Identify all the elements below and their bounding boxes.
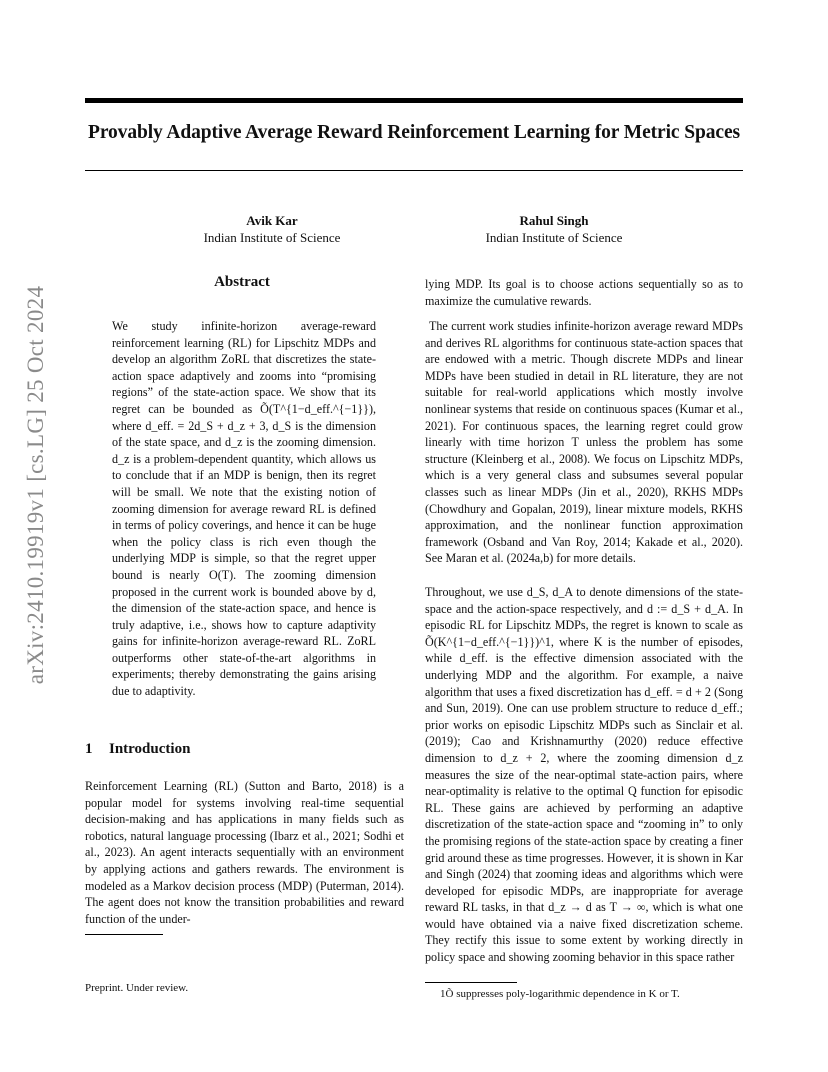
author-affiliation: Indian Institute of Science — [485, 230, 623, 245]
abstract-text: We study infinite-horizon average-reward reinforcement learning (RL) for Lipschitz MDPs and develop an algorithm ZoRL that discretizes the state-action space adaptively and zooms into “promising regions” of the state-action space. We show that its regret can be bounded as Õ(T^{1−d_eff.^{−1}}), where d_eff. = 2d_S + d_z + 3, d_S is the dimension of the state space, and d_z is the zooming dimension. d_z is a problem-dependent quantity, which allows us to conclude that if an MDP is benign, then its regret will be small. We note that the existing notion of zooming dimension for average reward RL is defined in terms of policy coverings, and hence it can be huge when the policy class is rich even though the underlying MDP is simple, so that the regret upper bound is nearly O(T). The zooming dimension proposed in the current work is bounded above by d, the dimension of the state-action space, and hence is truly adaptive, i.e., shows how to capture adaptivity gains for infinite-horizon average-reward RL. ZoRL outperforms other state-of-the-art algorithms in experiments; thereby demonstrating the gains arising due to adaptivity. — [112, 319, 376, 699]
footnote-rule-left — [85, 934, 163, 935]
footnote-rule-right — [425, 982, 517, 983]
author-1 — [172, 212, 372, 246]
paper-title: Provably Adaptive Average Reward Reinforcement Learning for Metric Spaces — [88, 122, 740, 143]
section-title: Introduction — [109, 741, 191, 757]
author-2 — [454, 212, 654, 246]
right-paragraph-2: The current work studies infinite-horizon average reward MDPs and derives RL algorithms for continuous state-action spaces that are endowed with a metric. Though discrete MDPs and linear MDPs have been studied in detail in RL literature, they are not suitable for real-world applications which mostly involve nonlinear systems that reside on continuous spaces (Kumar et al., 2021). For continuous spaces, the learning regret could grow linearly with time horizon T unless the problem has some structure (Kleinberg et al., 2008). We focus on Lipschitz MDPs, which is a very general class and subsumes several popular classes such as linear MDPs (Jin et al., 2020), RKHS MDPs (Chowdhury and Gopalan, 2019), linear mixture models, RKHS approximation, and the nonlinear function approximation framework (Osband and Van Roy, 2014; Kakade et al., 2020). See Maran et al. (2024a,b) for more details. — [425, 319, 743, 566]
right-paragraph-3: Throughout, we use d_S, d_A to denote dimensions of the state-space and the action-space respectively, and d := d_S + d_A. In episodic RL for Lipschitz MDPs, the regret is known to scale as Õ(K^{1−d_eff.^{−1}})^1, where K is the number of episodes, while d_eff. is the effective dimension associated with the underlying MDP and the algorithm. For example, a naive algorithm that uses a fixed discretization has d_eff. = d + 2 (Song and Sun, 2019). One can use problem structure to reduce d_eff.; prior works on episodic Lipschitz MDPs such as Sinclair et al. (2019); Cao and Krishnamurthy (2020) reduce effective dimension to d_z + 2, where the zooming dimension d_z measures the size of the near-optimal state-action pairs, where near-optimality is relative to the optimal Q function for episodic RL. These gains are achieved by performing an adaptive discretization of the state-action space and “zooming in” to only the promising regions of the state-action space by creating a finer grid around these as time progresses. However, it is shown in Kar and Singh (2024) that zooming ideas and algorithms which were developed for episodic MDPs, are inappropriate for average reward RL tasks, in that d_z → d as T → ∞, which is what one would have obtained via a naive fixed discretization scheme. They rectify this issue to some extent by working directly in policy space and showing zooming behavior in this space rather — [425, 585, 743, 965]
title-top-rule — [85, 98, 743, 103]
arxiv-stamp-text: arXiv:2410.19919v1 [cs.LG] 25 Oct 2024 — [23, 285, 48, 685]
section-number: 1 — [85, 741, 93, 757]
author-affiliation: Indian Institute of Science — [203, 230, 341, 245]
footnote: 1Õ suppresses poly-logarithmic dependence in K or T. — [440, 988, 680, 1000]
right-paragraph-1: lying MDP. Its goal is to choose actions sequentially so as to maximize the cumulative rewards. — [425, 277, 743, 308]
preprint-note: Preprint. Under review. — [85, 982, 189, 994]
section-heading — [85, 741, 190, 758]
title-bottom-rule — [85, 170, 743, 171]
author-name: Rahul Singh — [519, 213, 589, 228]
arxiv-stamp[interactable] — [20, 285, 52, 685]
abstract-heading: Abstract — [214, 274, 270, 290]
author-name: Avik Kar — [246, 213, 298, 228]
intro-paragraph: Reinforcement Learning (RL) (Sutton and Barto, 2018) is a popular model for systems involving real-time sequential decision-making and has applications in many fields such as robotics, natural language processing (Ibarz et al., 2021; Sodhi et al., 2023). An agent interacts sequentially with an environment by applying actions and gathers rewards. The environment is modeled as a Markov decision process (MDP) (Puterman, 2014). The agent does not know the transition probabilities and reward function of the under- — [85, 779, 404, 926]
